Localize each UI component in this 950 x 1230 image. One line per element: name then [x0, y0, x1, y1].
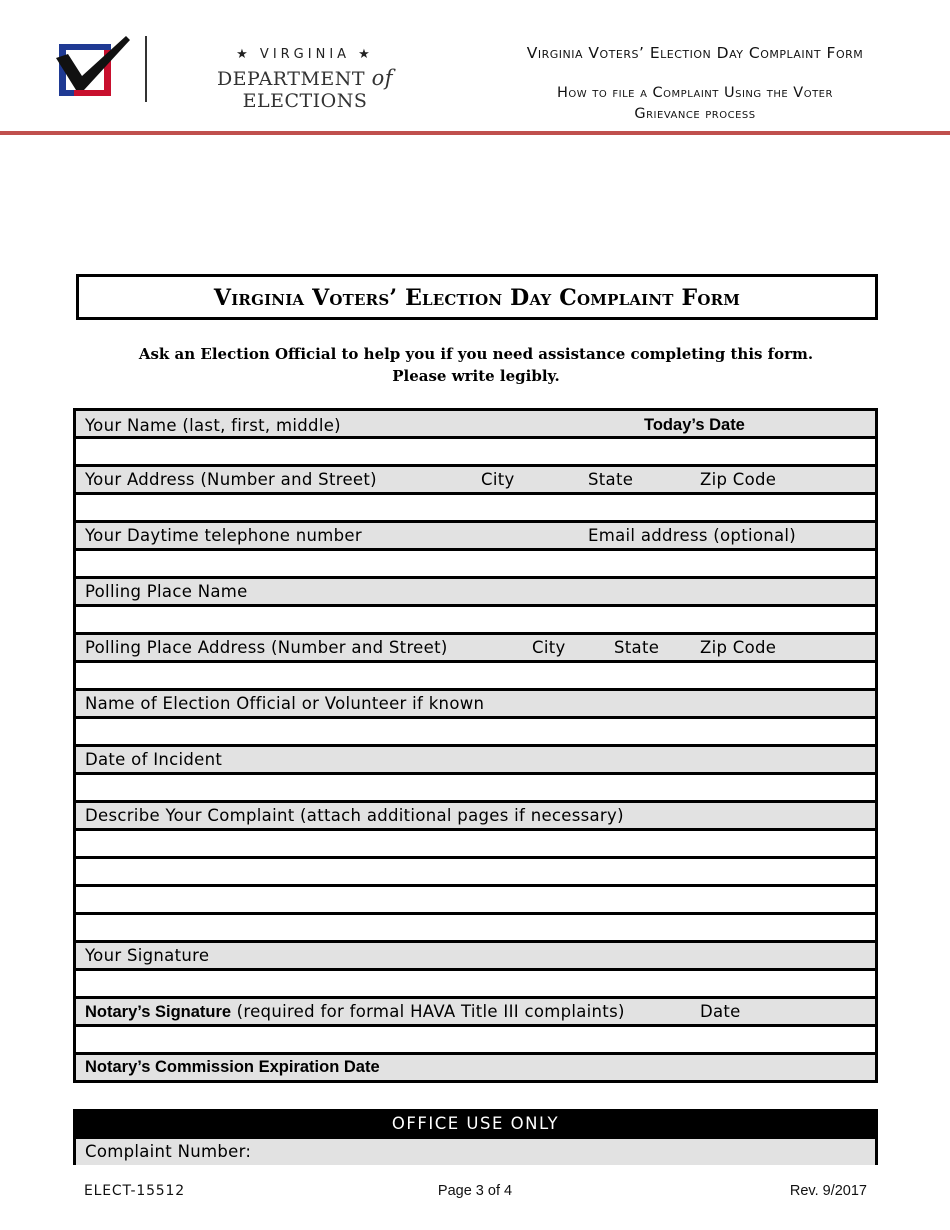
- polling-address-label-row: [76, 635, 875, 660]
- polling-name-input-row[interactable]: [76, 607, 875, 632]
- polling-place-name-label: Polling Place Name: [85, 582, 248, 601]
- polling-address-input-row[interactable]: [76, 663, 875, 688]
- daytime-phone-label: Your Daytime telephone number: [85, 526, 362, 545]
- complaint-form-table: [73, 408, 878, 1083]
- notary-date-label: Date: [700, 1002, 741, 1021]
- footer-form-id: ELECT-15512: [84, 1183, 185, 1199]
- logo-divider: [145, 36, 147, 102]
- instruction-line2: Please write legibly.: [392, 367, 560, 385]
- signature-label-row: [76, 943, 875, 968]
- complaint-input-row[interactable]: [76, 915, 875, 940]
- logo-dept-suffix: ELECTIONS: [242, 90, 368, 112]
- notary-signature-input-row[interactable]: [76, 1027, 875, 1052]
- notary-signature-label: [85, 1002, 625, 1022]
- form-instructions: [76, 343, 876, 387]
- state-label: State: [588, 470, 634, 489]
- incident-date-input-row[interactable]: [76, 775, 875, 800]
- official-input-row[interactable]: [76, 719, 875, 744]
- official-name-label: Name of Election Official or Volunteer if known: [85, 694, 485, 713]
- form-title-box: [76, 274, 878, 320]
- header-title: Virginia Voters’ Election Day Complaint Form: [526, 44, 864, 62]
- complaint-input-row[interactable]: [76, 859, 875, 884]
- your-signature-label: Your Signature: [85, 946, 210, 965]
- incident-date-label-row: [76, 747, 875, 772]
- phone-input-row[interactable]: [76, 551, 875, 576]
- complaint-label-row: [76, 803, 875, 828]
- address-label-row: [76, 467, 875, 492]
- instruction-line1: Ask an Election Official to help you if you need assistance completing this form.: [138, 345, 814, 363]
- logo-department-text: [160, 66, 450, 112]
- your-address-label: Your Address (Number and Street): [85, 470, 377, 489]
- notary-signature-title: Notary’s Signature: [85, 1003, 232, 1021]
- describe-complaint-label: Describe Your Complaint (attach additional pages if necessary): [85, 806, 624, 825]
- header-rule: [0, 131, 950, 135]
- notary-commission-row[interactable]: [76, 1055, 875, 1080]
- logo-dept-prefix: DEPARTMENT: [216, 68, 366, 90]
- header-subtitle-line1: How to file a Complaint Using the Voter: [557, 85, 833, 101]
- name-input-row[interactable]: [76, 439, 875, 464]
- zip-code-label: Zip Code: [700, 470, 777, 489]
- office-use-heading: OFFICE USE ONLY: [73, 1109, 878, 1139]
- logo-state-text: ★ VIRGINIA ★: [236, 47, 374, 62]
- email-label: Email address (optional): [588, 526, 797, 545]
- complaint-number-label: Complaint Number:: [85, 1142, 252, 1161]
- official-label-row: [76, 691, 875, 716]
- complaint-input-row[interactable]: [76, 831, 875, 856]
- checkmark-logo-icon: [54, 36, 134, 100]
- form-title: Virginia Voters’ Election Day Complaint Form: [213, 285, 741, 311]
- your-name-label: Your Name (last, first, middle): [85, 416, 341, 435]
- notary-signature-note: (required for formal HAVA Title III complaints): [236, 1002, 625, 1021]
- polling-state-label: State: [614, 638, 660, 657]
- complaint-input-row[interactable]: [76, 887, 875, 912]
- footer-page-number: Page 3 of 4: [437, 1183, 513, 1199]
- polling-place-address-label: Polling Place Address (Number and Street): [85, 638, 448, 657]
- phone-label-row: [76, 523, 875, 548]
- footer-revision: Rev. 9/2017: [789, 1183, 867, 1199]
- city-label: City: [481, 470, 515, 489]
- header-subtitle-line2: Grievance process: [634, 106, 756, 122]
- notary-signature-label-row: [76, 999, 875, 1024]
- todays-date-label: Today’s Date: [644, 416, 745, 434]
- polling-zip-label: Zip Code: [700, 638, 777, 657]
- page-header: [0, 0, 950, 136]
- polling-name-label-row: [76, 579, 875, 604]
- complaint-number-row: [73, 1139, 878, 1165]
- date-of-incident-label: Date of Incident: [85, 750, 223, 769]
- polling-city-label: City: [532, 638, 566, 657]
- notary-commission-label: Notary’s Commission Expiration Date: [85, 1058, 380, 1076]
- header-subtitle: [500, 83, 890, 125]
- logo-dept-of: of: [371, 66, 394, 90]
- signature-input-row[interactable]: [76, 971, 875, 996]
- name-label-row: [76, 411, 875, 439]
- address-input-row[interactable]: [76, 495, 875, 520]
